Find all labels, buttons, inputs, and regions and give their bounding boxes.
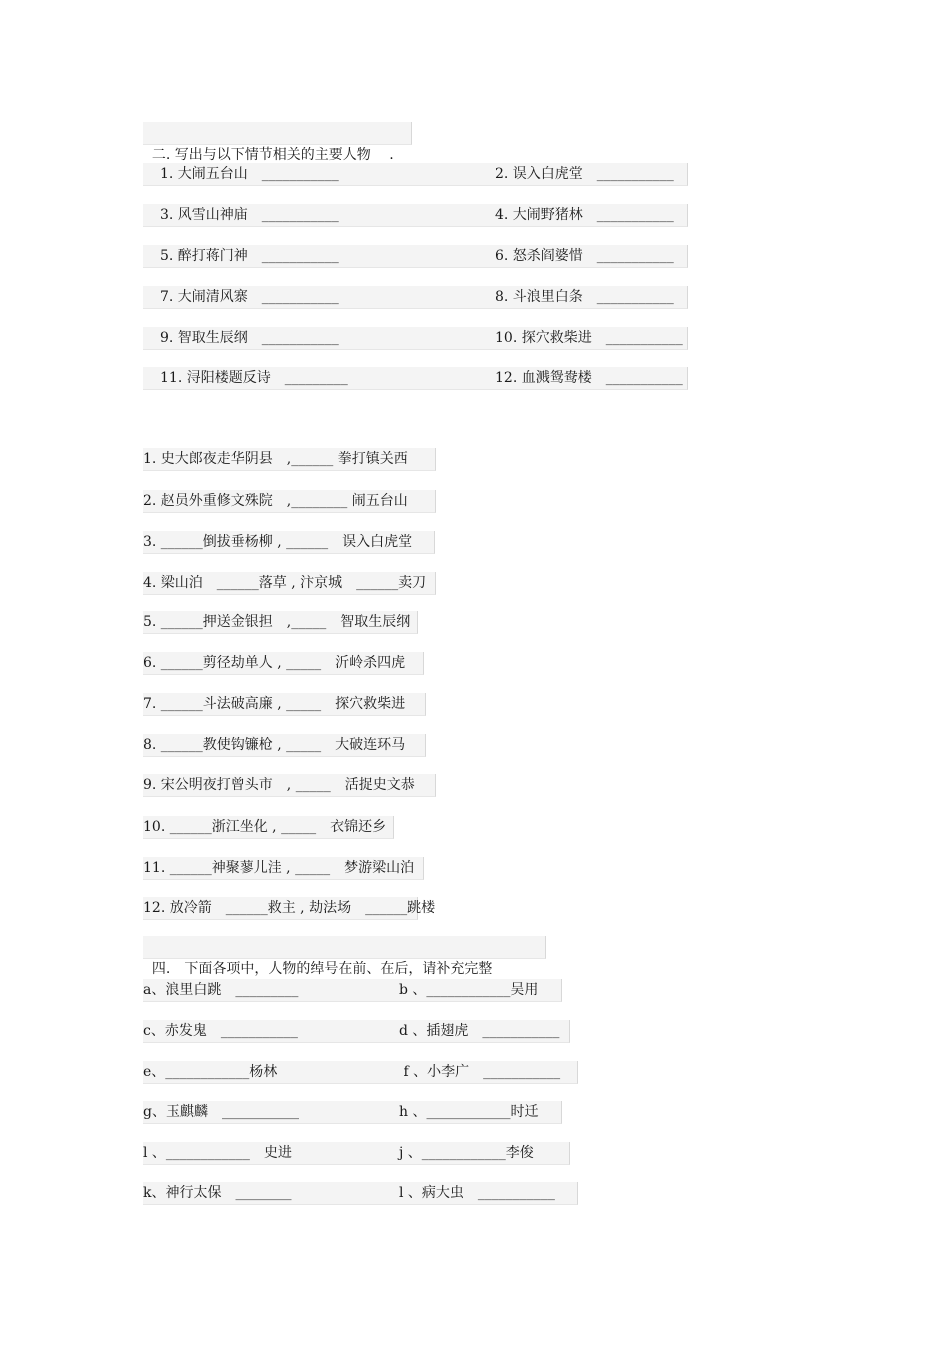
section3-item: 1. 史大郎夜走华阴县 ,______ 拳打镇关西 — [143, 448, 436, 471]
section4-item-left: l 、____________ 史进 — [143, 1145, 292, 1161]
section4-item — [143, 1142, 570, 1165]
section2-item — [143, 286, 688, 309]
section4-title-text: 四. 下面各项中，人物的绰号在前、在后，请补充完整 — [151, 961, 493, 977]
section3-item: 3. ______倒拔垂杨柳 , ______ 误入白虎堂 — [143, 531, 435, 554]
section2-item — [143, 204, 688, 227]
section3-item: 11. ______神聚蓼儿洼 , _____ 梦游梁山泊 — [143, 857, 424, 880]
section3-item: 12. 放冷箭 ______救主 , 劫法场 ______跳楼 — [143, 897, 418, 920]
section4-item-right: h 、____________时迁 — [399, 1104, 539, 1120]
section2-item-right: 4. 大闹野猪林 ___________ — [495, 207, 674, 223]
section2-item-right: 2. 误入白虎堂 ___________ — [495, 166, 674, 182]
section2-title-text: 二. 写出与以下情节相关的主要人物 . — [151, 147, 394, 163]
section3-item: 7. ______斗法破高廉 , _____ 探穴救柴进 — [143, 693, 426, 716]
section4-title — [143, 936, 546, 977]
section3-item: 8. ______教使钩镰枪 , _____ 大破连环马 — [143, 734, 426, 757]
section3-item: 5. ______押送金银担 ,_____ 智取生辰纲 — [143, 611, 418, 634]
section2-item-left: 9. 智取生辰纲 ___________ — [160, 330, 339, 346]
section2-item-left: 7. 大闹清风寨 ___________ — [160, 289, 339, 305]
section4-item — [143, 1182, 578, 1205]
section2-item — [143, 367, 688, 390]
section2-item-right: 6. 怒杀阎婆惜 ___________ — [495, 248, 674, 264]
section3-item: 10. ______浙江坐化 , _____ 衣锦还乡 — [143, 816, 394, 839]
section2-item — [143, 163, 688, 186]
section4-item-left: k、神行太保 ________ — [143, 1185, 292, 1201]
section4-item-left: c、赤发鬼 ___________ — [143, 1023, 298, 1039]
section3-item: 6. ______剪径劫单人 , _____ 沂岭杀四虎 — [143, 652, 424, 675]
section4-item-left: e、____________杨林 — [143, 1064, 278, 1080]
section3-item: 4. 梁山泊 ______落草 , 汴京城 ______卖刀 — [143, 572, 436, 595]
section4-item-left: g、玉麒麟 ___________ — [143, 1104, 299, 1120]
section2-item — [143, 327, 688, 350]
section2-item-right: 12. 血溅鸳鸯楼 ___________ — [495, 370, 683, 386]
section2-item-left: 5. 醉打蒋门神 ___________ — [160, 248, 339, 264]
section4-item — [143, 1101, 562, 1124]
section2-item — [143, 245, 688, 268]
section2-item-left: 1. 大闹五台山 ___________ — [160, 166, 339, 182]
section2-item-left: 11. 浔阳楼题反诗 _________ — [160, 370, 348, 386]
section4-item-right: d 、插翅虎 ___________ — [399, 1023, 560, 1039]
section4-item-right: l 、病大虫 ___________ — [399, 1185, 555, 1201]
section4-item-right: j 、____________李俊 — [399, 1145, 534, 1161]
section2-item-left: 3. 风雪山神庙 ___________ — [160, 207, 339, 223]
section3-item: 9. 宋公明夜打曾头市 , _____ 活捉史文恭 — [143, 774, 436, 797]
section3-item: 2. 赵员外重修文殊院 ,________ 闹五台山 — [143, 490, 436, 513]
section2-item-right: 8. 斗浪里白条 ___________ — [495, 289, 674, 305]
section4-item — [143, 1061, 578, 1084]
section4-item — [143, 979, 562, 1002]
section4-item-right: b 、____________吴用 — [399, 982, 539, 998]
section2-item-right: 10. 探穴救柴进 ___________ — [495, 330, 683, 346]
section2-title — [143, 122, 412, 163]
section4-item — [143, 1020, 570, 1043]
section4-item-right: f 、小李广 ___________ — [399, 1064, 561, 1080]
section4-item-left: a、浪里白跳 _________ — [143, 982, 299, 998]
